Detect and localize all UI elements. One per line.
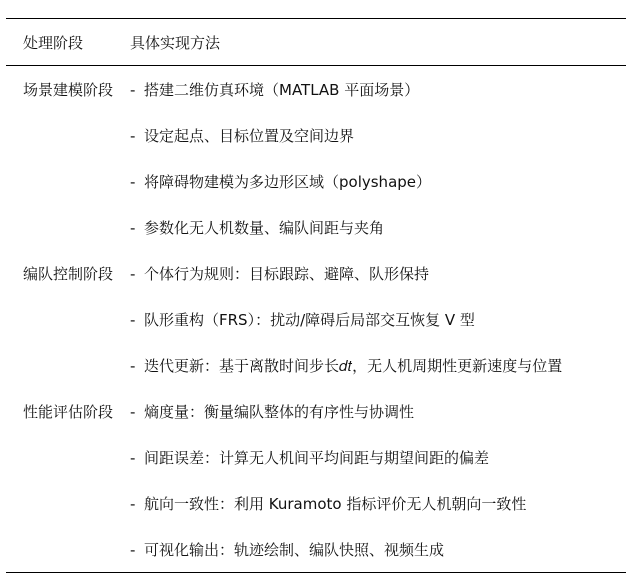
table-row <box>6 158 626 204</box>
method-cell <box>130 355 626 376</box>
table-row <box>6 250 626 296</box>
bullet-dash: - <box>130 540 136 559</box>
method-cell <box>130 125 626 146</box>
method-text: 熵度量：衡量编队整体的有序性与协调性 <box>144 402 415 421</box>
method-text: 航向一致性：利用 Kuramoto 指标评价无人机朝向一致性 <box>144 494 527 513</box>
table-header-row <box>6 19 626 65</box>
table-row <box>6 112 626 158</box>
method-cell <box>130 79 626 100</box>
table-row <box>6 296 626 342</box>
method-text: 可视化输出：轨迹绘制、编队快照、视频生成 <box>144 540 445 559</box>
method-text: 将障碍物建模为多边形区域（polyshape） <box>144 172 432 191</box>
header-method: 具体实现方法 <box>130 33 221 52</box>
bullet-dash: - <box>130 264 136 283</box>
bullet-dash: - <box>130 310 136 329</box>
table-row <box>6 526 626 572</box>
method-text: 队形重构（FRS）：扰动/障碍后局部交互恢复 V 型 <box>144 310 475 329</box>
table-bottom-rule <box>6 572 626 573</box>
stage-cell: 场景建模阶段 <box>23 80 114 99</box>
bullet-dash: - <box>130 126 136 145</box>
bullet-dash: - <box>130 172 136 191</box>
method-text: 参数化无人机数量、编队间距与夹角 <box>144 218 385 237</box>
table-row <box>6 388 626 434</box>
method-cell <box>130 309 626 330</box>
bullet-dash: - <box>130 448 136 467</box>
bullet-dash: - <box>130 218 136 237</box>
method-text: 设定起点、目标位置及空间边界 <box>144 126 355 145</box>
stage-cell: 性能评估阶段 <box>23 402 114 421</box>
method-cell <box>130 217 626 238</box>
table-row <box>6 434 626 480</box>
table-row <box>6 66 626 112</box>
bullet-dash: - <box>130 402 136 421</box>
method-cell <box>130 539 626 560</box>
bullet-dash: - <box>130 494 136 513</box>
header-stage: 处理阶段 <box>23 33 84 52</box>
stage-cell: 编队控制阶段 <box>23 264 114 283</box>
method-cell <box>130 401 626 422</box>
method-text: 间距误差：计算无人机间平均间距与期望间距的偏差 <box>144 448 490 467</box>
method-text: 个体行为规则：目标跟踪、避障、队形保持 <box>144 264 430 283</box>
table-row <box>6 204 626 250</box>
method-text: 迭代更新：基于离散时间步长𝑑𝑡，无人机周期性更新速度与位置 <box>144 356 563 375</box>
bullet-dash: - <box>130 356 136 375</box>
method-table <box>6 18 626 573</box>
method-cell <box>130 447 626 468</box>
method-text: 搭建二维仿真环境（MATLAB 平面场景） <box>144 80 420 99</box>
method-cell <box>130 263 626 284</box>
method-cell <box>130 493 626 514</box>
method-cell <box>130 171 626 192</box>
table-row <box>6 342 626 388</box>
table-row <box>6 480 626 526</box>
table-body <box>6 66 626 572</box>
bullet-dash: - <box>130 80 136 99</box>
